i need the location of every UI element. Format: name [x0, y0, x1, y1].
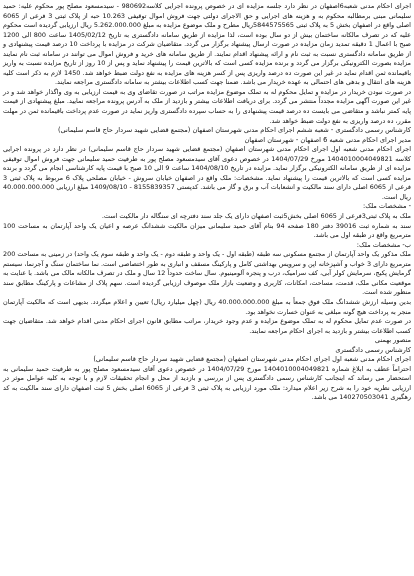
valuation-paragraph: بدین وسیله ارزش ششدانگ ملک فوق جمعاً به مبلغ 40.000.000.000 ریال (چهل میلیارد ریال) تعیین و اعلام میگردد. بدیهی است که مالکیت آپارتمان منجر به پرداخت هیچ گونه مبلغی به عنوان خسارت نخواهد بود. — [3, 297, 411, 316]
section-heading-specs: ب- مشخصات ملک: — [356, 240, 411, 249]
property-description-paragraph: ملک مذکور یک واحد آپارتمان از مجتمع مسکونی سه طبقه (طبقه اول - یک واحد و طبقه دوم - یک واحد و طبقه سوم یک واحد) در زمینی به مساحت 200 مترمربع دارای 3 خواب و آشپزخانه اپن و سرویس بهداشتی کامل و پارکینگ مسقف و انباری به طور اختصاصی است. نما ساختمان سنگ و آجرنما، سیستم گرمایش پکیج، سرمایش کولر آبی، کف سرامیک، درب و پنجره آلومینیوم. سال ساخت حدوداً 12 سال و ملک در تصرف مالکانه مالک می باشد. با عنایت به موقعیت مکانی ملک، قدمت، مساحت، امکانات، کاربری و وضعیت بازار ملک موصوف ارزیابی گردیده است. سهم پلاک از مشاعات و پارکینگ مطابق سند منظور شده است. — [3, 250, 411, 297]
auction-conditions-paragraph: در صورت نبودن خریدار در مزایده و تمایل محکوم له به تملک موضوع مزایده مراتب در صورت تقاضای وی به قیمت ارزیابی به وی واگذار خواهد شد و در غیر این صورت آگهی مزایده مجدداً منتشر می گردد. برای دریافت اطلاعات بیشتر و بازدید از ملک به آدرس پرونده مراجعه نمایید. مبلغ پیشنهادی از قیمت پایه کمتر نباشد و متقاضی می بایست ده درصد قیمت پیشنهادی را به حساب سپرده دادگستری واریز نماید در صورت عدم پرداخت باقیمانده ثمن در مهلت مقرر، ده درصد واریزی به نفع دولت ضبط خواهد شد. — [3, 87, 411, 125]
closing-paragraph: در صورت عدم تمایل محکوم له به تملک موضوع مزایده و عدم وجود خریدار، مراتب مطابق قانون اجرای احکام مدنی اقدام خواهد شد. متقاضیان جهت کسب اطلاعات بیشتر و بازدید به اجرای احکام مراجعه نمایند. — [3, 317, 411, 335]
expert-name: منصور بهمنی — [374, 336, 411, 345]
report-intro-paragraph: احتراماً عطف به ابلاغ شماره 1404010004049821 مورخ 1404/07/29 در خصوص دعوی آقای سیدمسعود مصلح پور به طرفیت حمید سلیمانی به استحضار می رساند که اینجانب کارشناس رسمی دادگستری پس از بررسی و بازدید از محل و انجام تحقیقات لازم و با توجه به کلیه عوامل موثر در ارزیابی نظریه خود را به شرح زیر اعلام میدارد: ملک مورد ارزیابی به پلاک ثبتی 3 فرعی از 6065 اصلی بخش 5 ثبت اصفهان دارای سند مالکیت به کد رهگیری 140270503041 می باشد. — [3, 364, 412, 402]
deed-paragraph: ملک به پلاک ثبتی3فرعی از 6065 اصلی بخش5ثبت اصفهان دارای یک جلد سند دفترچه ای سنگاله دار مالکیت است. — [101, 212, 411, 221]
addressee-line: اجرای احکام مدنی شعبه اول اجرای احکام مدنی شهرستان اصفهان (مجتمع قضایی شهید سردار حاج قاسم سلیمانی) — [93, 355, 411, 364]
court-header-line: کارشناس رسمی دادگستری - شعبه ششم اجرای احکام مدنی شهرستان اصفهان (مجتمع قضایی شهید سردار حاج قاسم سلیمانی) — [57, 126, 411, 135]
expert-title: کارشناس رسمی دادگستری — [335, 345, 411, 354]
section-heading-property: - مشخصات ملک: — [362, 202, 411, 211]
registration-paragraph: سند به شماره ثبت 39016 دفتر 180 صفحه 94 بنام آقای حمید سلیمانی میزان مالکیت ششدانگ عرصه و اعیان یک واحد آپارتمان به مساحت 100 مترمربع واقع در طبقه اول می باشد. — [3, 221, 411, 240]
case-reference-paragraph: اجرای احکام مدنی شعبه اول اجرای احکام مدنی شهرستان اصفهان (مجتمع قضایی شهید سردار حاج قاسم سلیمانی) در نظر دارد در پرونده اجرایی کلاسه 1404010004049821 مورخ 1404/07/29 در خصوص دعوی آقای سیدمسعود مصلح پور به طرفیت حمید سلیمانی جهت فروش اموال توقیفی مزایده ای از طریق سامانه الکترونیکی برگزار نماید. مزایده در تاریخ 1404/08/10 ساعت 9 الی 10 صبح با قیمت پایه کارشناسی انجام می گردد و برنده مزایده کسی است که بالاترین قیمت را پیشنهاد نماید. مشخصات: ملک واقع در اصفهان خیابان سروش - خیابان مصلحی پلاک 6 مربوط به پلاک ثبتی 3 فرعی از 6065 اصلی دارای سند مالکیت و انشعابات آب و برق و گاز می باشد. کدپستی 8155839357 - 1409/08/10 مبلغ ارزیابی 40.000.000.000 ریال است. — [3, 145, 412, 201]
auction-notice-paragraph: اجرای احکام مدنی شعبه6اصفهان در نظر دارد جلسه مزایده ای در خصوص پرونده اجرایی کلاسه980692 - سیدمسعود مصلح پور محکوم علیه: حمید سلیمانی مبنی برمطالبه محکوم به و هزینه های اجرایی و حق الاجرای دولتی جهت فروش اموال توقیفی 10.263 حبه از پلاک ثبتی 3 فرعی از 6065 اصلی واقع در اصفهان بخش 5 به پلاک ثبتی 5844575565ریال مطرح و ملک موضوع مزایده به مبلغ 5.262.000.000 ریال ارزیابی گردیده است محکوم علیه که در تصرف مالکانه ساختمان بیش از دو سال بوده است، لذا مزایده از طریق سامانه دادگستری به تاریخ 1405/02/12 ساعت 800 الی 1200 صبح با اعمال 1 دقیقه تمدید زمان مزایده در صورت ارسال پیشنهاد برگزار می گردد. متقاضیان شرکت در مزایده با پرداخت 10 درصد قیمت پیشنهادی و از طریق سامانه دادگستری نسبت به ثبت نام و ارائه پیشنهاد اقدام نمایند. از طریق سامانه های خرید و فروش اموال می توانند در سامانه ثبت نام نمایند مزایده بصورت الکترونیکی برگزار می گردد و برنده مزایده کسی است که بالاترین قیمت را پیشنهاد نماید و پس از 10 روز از تاریخ مزایده نسبت به واریز باقیمانده ثمن اقدام نماید در غیر این صورت ده درصد واریزی پس از کسر هزینه های مزایده به نفع دولت ضبط خواهد شد. 1450 لازم به ذکر است کلیه هزینه های انتقال و بدهی های احتمالی به عهده خریدار می باشد. ضمنا جهت کسب اطلاعات بیشتر به سامانه دادگستری مراجعه نمایند. — [3, 2, 411, 87]
court-subheader-line: مدیر اجرای احکام مدنی شعبه 6 اصفهان - شهرستان اصفهان — [244, 135, 411, 144]
